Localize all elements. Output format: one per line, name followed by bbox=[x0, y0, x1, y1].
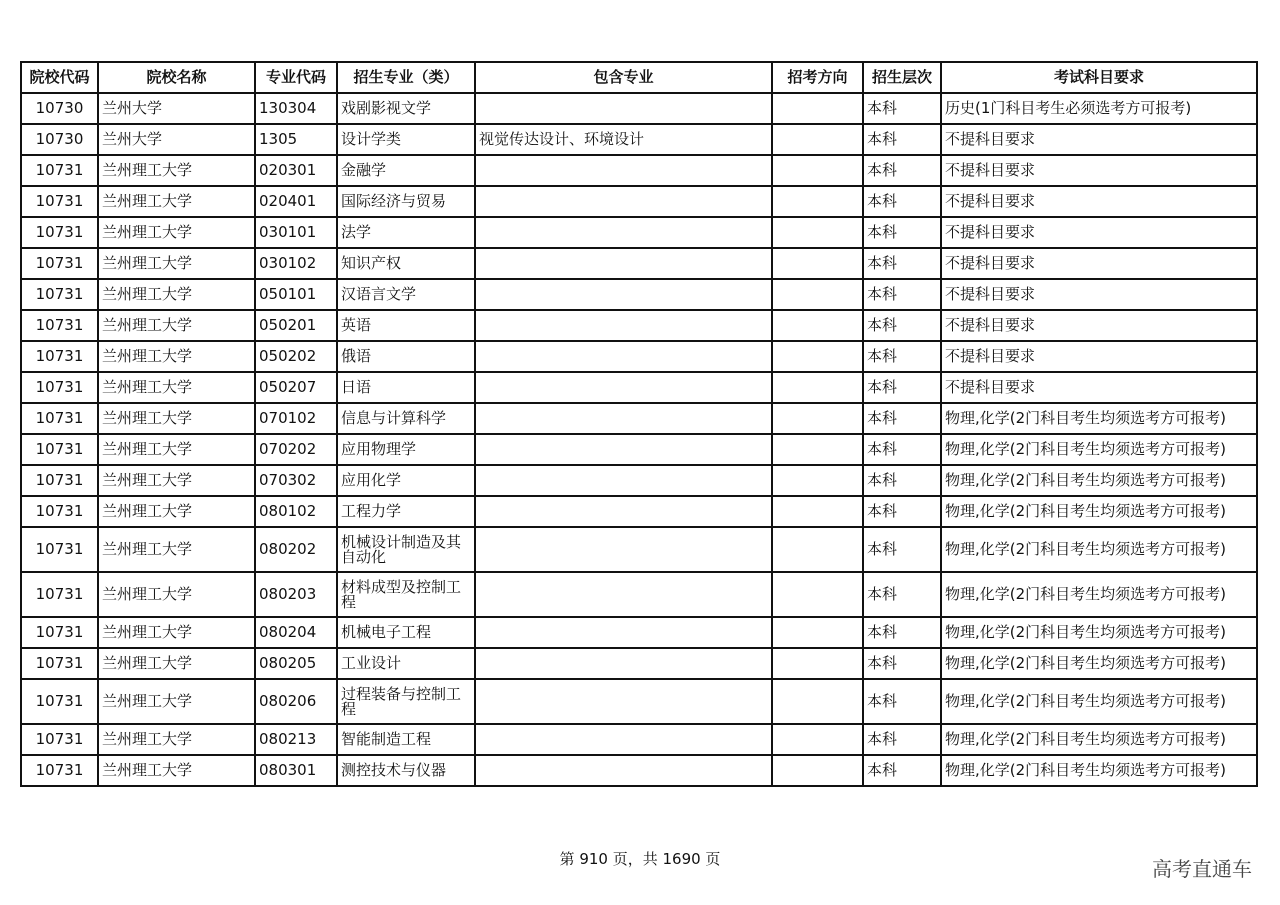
cell-direction bbox=[772, 93, 863, 124]
cell-direction bbox=[772, 155, 863, 186]
table-header-row bbox=[21, 62, 1257, 93]
cell-level: 本科 bbox=[863, 217, 941, 248]
cell-direction bbox=[772, 434, 863, 465]
table-row bbox=[21, 724, 1257, 755]
cell-included-majors bbox=[475, 679, 772, 724]
cell-subject-requirement: 不提科目要求 bbox=[941, 310, 1257, 341]
cell-direction bbox=[772, 755, 863, 786]
cell-subject-requirement: 不提科目要求 bbox=[941, 248, 1257, 279]
cell-school-code: 10731 bbox=[21, 341, 98, 372]
cell-subject-requirement: 物理,化学(2门科目考生均须选考方可报考) bbox=[941, 465, 1257, 496]
cell-level: 本科 bbox=[863, 310, 941, 341]
cell-school-code: 10731 bbox=[21, 755, 98, 786]
cell-school-name: 兰州理工大学 bbox=[98, 724, 255, 755]
cell-major-name: 英语 bbox=[337, 310, 475, 341]
table-row bbox=[21, 186, 1257, 217]
cell-major-code: 030101 bbox=[255, 217, 337, 248]
cell-major-code: 050207 bbox=[255, 372, 337, 403]
table-row bbox=[21, 648, 1257, 679]
cell-direction bbox=[772, 724, 863, 755]
page-number: 第 910 页，共 1690 页 bbox=[559, 850, 721, 868]
cell-major-name: 设计学类 bbox=[337, 124, 475, 155]
cell-subject-requirement: 不提科目要求 bbox=[941, 124, 1257, 155]
cell-school-code: 10731 bbox=[21, 724, 98, 755]
cell-school-name: 兰州理工大学 bbox=[98, 648, 255, 679]
cell-school-code: 10731 bbox=[21, 403, 98, 434]
cell-subject-requirement: 不提科目要求 bbox=[941, 186, 1257, 217]
cell-subject-requirement: 物理,化学(2门科目考生均须选考方可报考) bbox=[941, 679, 1257, 724]
cell-major-code: 080202 bbox=[255, 527, 337, 572]
cell-level: 本科 bbox=[863, 434, 941, 465]
cell-major-code: 030102 bbox=[255, 248, 337, 279]
cell-subject-requirement: 不提科目要求 bbox=[941, 372, 1257, 403]
cell-direction bbox=[772, 217, 863, 248]
cell-major-name: 测控技术与仪器 bbox=[337, 755, 475, 786]
cell-school-name: 兰州理工大学 bbox=[98, 527, 255, 572]
cell-major-name: 信息与计算科学 bbox=[337, 403, 475, 434]
table-row bbox=[21, 279, 1257, 310]
cell-subject-requirement: 不提科目要求 bbox=[941, 155, 1257, 186]
header-level: 招生层次 bbox=[863, 62, 941, 93]
table-row bbox=[21, 617, 1257, 648]
cell-school-name: 兰州大学 bbox=[98, 93, 255, 124]
table-row bbox=[21, 755, 1257, 786]
table-row bbox=[21, 527, 1257, 572]
cell-major-name: 俄语 bbox=[337, 341, 475, 372]
header-direction: 招考方向 bbox=[772, 62, 863, 93]
cell-level: 本科 bbox=[863, 572, 941, 617]
cell-major-code: 050202 bbox=[255, 341, 337, 372]
cell-school-code: 10731 bbox=[21, 496, 98, 527]
cell-school-code: 10731 bbox=[21, 310, 98, 341]
cell-level: 本科 bbox=[863, 496, 941, 527]
cell-school-name: 兰州理工大学 bbox=[98, 755, 255, 786]
cell-school-name: 兰州理工大学 bbox=[98, 372, 255, 403]
cell-school-name: 兰州理工大学 bbox=[98, 217, 255, 248]
cell-major-name: 汉语言文学 bbox=[337, 279, 475, 310]
table-row bbox=[21, 341, 1257, 372]
cell-major-code: 080203 bbox=[255, 572, 337, 617]
cell-major-code: 070102 bbox=[255, 403, 337, 434]
cell-school-name: 兰州理工大学 bbox=[98, 341, 255, 372]
cell-subject-requirement: 物理,化学(2门科目考生均须选考方可报考) bbox=[941, 617, 1257, 648]
cell-level: 本科 bbox=[863, 155, 941, 186]
cell-included-majors bbox=[475, 341, 772, 372]
cell-subject-requirement: 物理,化学(2门科目考生均须选考方可报考) bbox=[941, 648, 1257, 679]
cell-school-name: 兰州理工大学 bbox=[98, 186, 255, 217]
cell-level: 本科 bbox=[863, 648, 941, 679]
cell-level: 本科 bbox=[863, 372, 941, 403]
cell-major-name: 金融学 bbox=[337, 155, 475, 186]
cell-included-majors bbox=[475, 755, 772, 786]
cell-level: 本科 bbox=[863, 527, 941, 572]
cell-subject-requirement: 不提科目要求 bbox=[941, 217, 1257, 248]
table-row bbox=[21, 572, 1257, 617]
cell-major-code: 050101 bbox=[255, 279, 337, 310]
table-body bbox=[21, 93, 1257, 786]
cell-included-majors bbox=[475, 403, 772, 434]
cell-major-code: 080102 bbox=[255, 496, 337, 527]
cell-major-code: 1305 bbox=[255, 124, 337, 155]
cell-direction bbox=[772, 310, 863, 341]
cell-school-code: 10731 bbox=[21, 186, 98, 217]
cell-subject-requirement: 不提科目要求 bbox=[941, 341, 1257, 372]
cell-subject-requirement: 不提科目要求 bbox=[941, 279, 1257, 310]
cell-level: 本科 bbox=[863, 93, 941, 124]
cell-major-name: 应用化学 bbox=[337, 465, 475, 496]
cell-school-name: 兰州理工大学 bbox=[98, 403, 255, 434]
cell-school-code: 10731 bbox=[21, 372, 98, 403]
cell-major-code: 070202 bbox=[255, 434, 337, 465]
cell-included-majors bbox=[475, 186, 772, 217]
cell-school-name: 兰州大学 bbox=[98, 124, 255, 155]
cell-included-majors bbox=[475, 496, 772, 527]
cell-school-name: 兰州理工大学 bbox=[98, 496, 255, 527]
cell-direction bbox=[772, 679, 863, 724]
cell-included-majors bbox=[475, 372, 772, 403]
table-row bbox=[21, 155, 1257, 186]
cell-school-code: 10730 bbox=[21, 124, 98, 155]
cell-school-name: 兰州理工大学 bbox=[98, 572, 255, 617]
cell-included-majors bbox=[475, 434, 772, 465]
cell-school-code: 10731 bbox=[21, 679, 98, 724]
table-row bbox=[21, 248, 1257, 279]
cell-included-majors bbox=[475, 617, 772, 648]
cell-major-name: 智能制造工程 bbox=[337, 724, 475, 755]
cell-level: 本科 bbox=[863, 341, 941, 372]
cell-level: 本科 bbox=[863, 186, 941, 217]
cell-school-code: 10731 bbox=[21, 648, 98, 679]
cell-major-name: 知识产权 bbox=[337, 248, 475, 279]
cell-level: 本科 bbox=[863, 279, 941, 310]
cell-direction bbox=[772, 248, 863, 279]
cell-level: 本科 bbox=[863, 465, 941, 496]
cell-major-code: 130304 bbox=[255, 93, 337, 124]
cell-subject-requirement: 物理,化学(2门科目考生均须选考方可报考) bbox=[941, 755, 1257, 786]
cell-school-code: 10731 bbox=[21, 155, 98, 186]
cell-direction bbox=[772, 124, 863, 155]
table-row bbox=[21, 93, 1257, 124]
cell-direction bbox=[772, 496, 863, 527]
cell-school-name: 兰州理工大学 bbox=[98, 679, 255, 724]
table-row bbox=[21, 403, 1257, 434]
cell-school-name: 兰州理工大学 bbox=[98, 465, 255, 496]
cell-included-majors bbox=[475, 279, 772, 310]
cell-major-code: 050201 bbox=[255, 310, 337, 341]
cell-major-code: 080205 bbox=[255, 648, 337, 679]
cell-school-code: 10731 bbox=[21, 248, 98, 279]
header-school-name: 院校名称 bbox=[98, 62, 255, 93]
cell-major-name: 机械电子工程 bbox=[337, 617, 475, 648]
cell-school-name: 兰州理工大学 bbox=[98, 617, 255, 648]
cell-major-code: 080206 bbox=[255, 679, 337, 724]
table-row bbox=[21, 310, 1257, 341]
cell-major-name: 应用物理学 bbox=[337, 434, 475, 465]
cell-major-name: 日语 bbox=[337, 372, 475, 403]
cell-direction bbox=[772, 341, 863, 372]
header-major-code: 专业代码 bbox=[255, 62, 337, 93]
cell-direction bbox=[772, 372, 863, 403]
cell-included-majors bbox=[475, 465, 772, 496]
cell-school-code: 10730 bbox=[21, 93, 98, 124]
cell-direction bbox=[772, 403, 863, 434]
cell-direction bbox=[772, 648, 863, 679]
header-subject-requirements: 考试科目要求 bbox=[941, 62, 1257, 93]
cell-included-majors: 视觉传达设计、环境设计 bbox=[475, 124, 772, 155]
table-row bbox=[21, 679, 1257, 724]
cell-included-majors bbox=[475, 572, 772, 617]
cell-major-name: 国际经济与贸易 bbox=[337, 186, 475, 217]
cell-major-code: 080213 bbox=[255, 724, 337, 755]
cell-level: 本科 bbox=[863, 617, 941, 648]
cell-subject-requirement: 历史(1门科目考生必须选考方可报考) bbox=[941, 93, 1257, 124]
cell-school-name: 兰州理工大学 bbox=[98, 310, 255, 341]
cell-school-code: 10731 bbox=[21, 217, 98, 248]
table-row bbox=[21, 124, 1257, 155]
cell-subject-requirement: 物理,化学(2门科目考生均须选考方可报考) bbox=[941, 496, 1257, 527]
cell-level: 本科 bbox=[863, 755, 941, 786]
cell-included-majors bbox=[475, 93, 772, 124]
cell-direction bbox=[772, 617, 863, 648]
cell-school-name: 兰州理工大学 bbox=[98, 434, 255, 465]
cell-subject-requirement: 物理,化学(2门科目考生均须选考方可报考) bbox=[941, 572, 1257, 617]
cell-school-name: 兰州理工大学 bbox=[98, 155, 255, 186]
cell-major-code: 070302 bbox=[255, 465, 337, 496]
watermark-logo: 高考直通车 bbox=[1152, 857, 1252, 881]
table-row bbox=[21, 465, 1257, 496]
cell-school-code: 10731 bbox=[21, 617, 98, 648]
cell-direction bbox=[772, 465, 863, 496]
cell-school-name: 兰州理工大学 bbox=[98, 279, 255, 310]
cell-school-name: 兰州理工大学 bbox=[98, 248, 255, 279]
enrollment-table bbox=[20, 61, 1258, 787]
cell-included-majors bbox=[475, 217, 772, 248]
table-row bbox=[21, 496, 1257, 527]
cell-included-majors bbox=[475, 724, 772, 755]
cell-level: 本科 bbox=[863, 124, 941, 155]
cell-included-majors bbox=[475, 310, 772, 341]
cell-major-code: 080204 bbox=[255, 617, 337, 648]
cell-subject-requirement: 物理,化学(2门科目考生均须选考方可报考) bbox=[941, 403, 1257, 434]
cell-major-name: 机械设计制造及其自动化 bbox=[337, 527, 475, 572]
cell-major-code: 020401 bbox=[255, 186, 337, 217]
cell-level: 本科 bbox=[863, 724, 941, 755]
cell-major-code: 020301 bbox=[255, 155, 337, 186]
cell-major-name: 过程装备与控制工程 bbox=[337, 679, 475, 724]
cell-level: 本科 bbox=[863, 248, 941, 279]
cell-school-code: 10731 bbox=[21, 434, 98, 465]
cell-school-code: 10731 bbox=[21, 279, 98, 310]
cell-school-code: 10731 bbox=[21, 572, 98, 617]
cell-direction bbox=[772, 186, 863, 217]
cell-major-name: 戏剧影视文学 bbox=[337, 93, 475, 124]
cell-included-majors bbox=[475, 248, 772, 279]
cell-major-name: 工业设计 bbox=[337, 648, 475, 679]
cell-major-name: 材料成型及控制工程 bbox=[337, 572, 475, 617]
cell-subject-requirement: 物理,化学(2门科目考生均须选考方可报考) bbox=[941, 527, 1257, 572]
cell-direction bbox=[772, 527, 863, 572]
header-school-code: 院校代码 bbox=[21, 62, 98, 93]
cell-included-majors bbox=[475, 155, 772, 186]
cell-major-code: 080301 bbox=[255, 755, 337, 786]
cell-subject-requirement: 物理,化学(2门科目考生均须选考方可报考) bbox=[941, 434, 1257, 465]
cell-level: 本科 bbox=[863, 679, 941, 724]
table-row bbox=[21, 217, 1257, 248]
cell-included-majors bbox=[475, 527, 772, 572]
cell-included-majors bbox=[475, 648, 772, 679]
header-major: 招生专业（类） bbox=[337, 62, 475, 93]
cell-major-name: 工程力学 bbox=[337, 496, 475, 527]
cell-level: 本科 bbox=[863, 403, 941, 434]
table-row bbox=[21, 434, 1257, 465]
cell-direction bbox=[772, 279, 863, 310]
cell-school-code: 10731 bbox=[21, 465, 98, 496]
header-included-majors: 包含专业 bbox=[475, 62, 772, 93]
cell-subject-requirement: 物理,化学(2门科目考生均须选考方可报考) bbox=[941, 724, 1257, 755]
cell-school-code: 10731 bbox=[21, 527, 98, 572]
cell-major-name: 法学 bbox=[337, 217, 475, 248]
table-row bbox=[21, 372, 1257, 403]
cell-direction bbox=[772, 572, 863, 617]
